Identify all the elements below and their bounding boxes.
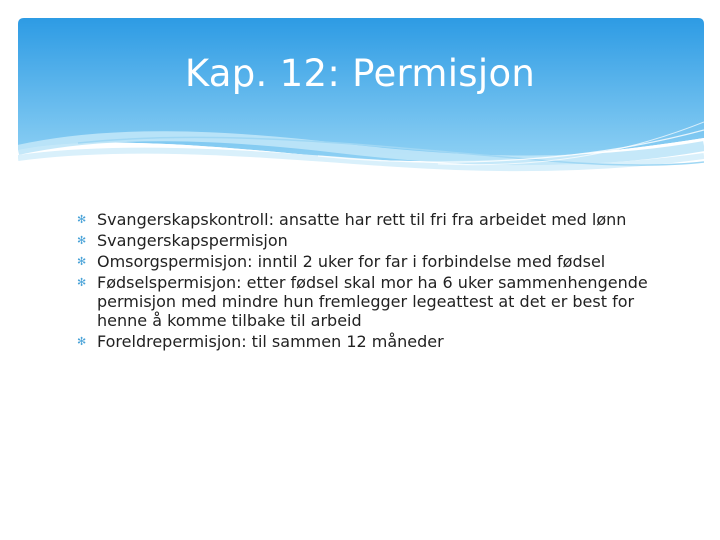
list-item	[77, 273, 657, 330]
asterisk-icon: ✻	[77, 276, 87, 289]
list-item-text: Svangerskapspermisjon	[97, 231, 288, 250]
asterisk-icon: ✻	[77, 213, 87, 226]
bullet-list	[77, 210, 657, 353]
list-item	[77, 210, 657, 229]
list-item-text: Omsorgspermisjon: inntil 2 uker for far i forbindelse med fødsel	[97, 252, 606, 271]
banner-background	[18, 18, 704, 228]
asterisk-icon: ✻	[77, 234, 87, 247]
slide-title: Kap. 12: Permisjon	[184, 52, 536, 95]
list-item	[77, 231, 657, 250]
list-item-text: Svangerskapskontroll: ansatte har rett til fri fra arbeidet med lønn	[97, 210, 627, 229]
title-banner	[18, 18, 704, 228]
list-item-text: Fødselspermisjon: etter fødsel skal mor ha 6 uker sammenhengende permisjon med mindre hun fremlegger legeattest at det er best for henne å komme tilbake til arbeid	[97, 273, 648, 330]
asterisk-icon: ✻	[77, 255, 87, 268]
list-item	[77, 332, 657, 351]
list-item-text: Foreldrepermisjon: til sammen 12 måneder	[97, 332, 444, 351]
asterisk-icon: ✻	[77, 335, 87, 348]
list-item	[77, 252, 657, 271]
